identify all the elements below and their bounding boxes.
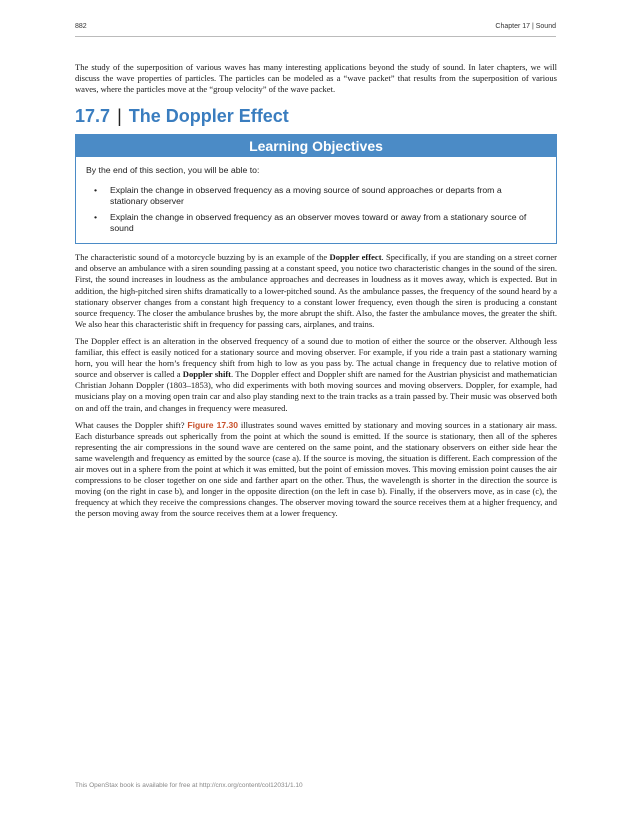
key-term-doppler-effect: Doppler effect bbox=[329, 252, 382, 263]
objective-text: Explain the change in observed frequency as a moving source of sound approaches or departs from a stationary observer bbox=[110, 185, 502, 207]
page-number: 882 bbox=[75, 23, 87, 30]
objective-item bbox=[86, 185, 530, 207]
paragraph-text: The characteristic sound of a motorcycle buzzing by is an example of the bbox=[75, 252, 330, 263]
learning-objectives-heading: Learning Objectives bbox=[76, 135, 556, 157]
learning-objectives-body bbox=[76, 157, 556, 243]
page-footer: This OpenStax book is available for free at http://cnx.org/content/col12031/1.10 bbox=[75, 782, 303, 789]
objective-text: Explain the change in observed frequency as an observer moves toward or away from a stationary source of sound bbox=[110, 212, 527, 234]
key-term-doppler-shift: Doppler shift bbox=[182, 369, 232, 380]
running-header bbox=[75, 23, 556, 37]
header-divider bbox=[75, 36, 556, 37]
section-heading bbox=[75, 104, 557, 128]
section-separator: | bbox=[117, 106, 122, 127]
objective-item bbox=[86, 212, 530, 234]
body-paragraph-cause bbox=[75, 420, 557, 520]
learning-objectives-list bbox=[86, 185, 546, 234]
paragraph-text: The Doppler effect is an alteration in the observed frequency of a sound due to motion of either the source or the observer. Although less familiar, this effect is easily noticed for a stationary source and moving observer. For example, if you ride a train past a stationary warning horn, you will hear the horn’s frequency shift from high to low as you pass by. The actual change in frequency due to relative motion of source and observer is called a bbox=[75, 335, 557, 380]
paragraph-text: illustrates sound waves emitted by stationary and moving sources in a stationary air mass. Each disturbance spreads out spherically from the point at which the sound is emitted. If the source is stationary, then all of the spheres representing the air compressions in the sound wave are centered on the same point, and the stationary observers on either side hear the same wavelength and frequency as emitted by the source (case a). If the source is moving, the situation is different. Each compression of the air moves out in a sphere from the point at which it was emitted, but the point of emission moves. This moving emission point causes the air compressions to be closer together on one side and farther apart on the other. Thus, the wavelength is shorter in the direction the source is moving (on the right in case b), and longer in the opposite direction (on the left in case b). Finally, if the observers move, as in case (c), the frequency at which they receive the compressions changes. The observer moving toward the source receives them at a higher frequency, and the person moving away from the source receives them at a lower frequency. bbox=[75, 419, 557, 519]
paragraph-text: . The Doppler effect and Doppler shift are named for the Austrian physicist and mathematician Christian Johann Doppler (1803–1853), who did experiments with both moving sources and moving observers. Doppler, for example, had musicians play on a moving open train car and also play standing next to the train tracks as a train passed by. Their music was observed both on and off the train, and changes in frequency were measured. bbox=[75, 369, 557, 413]
body-paragraph-definition bbox=[75, 336, 557, 414]
learning-objectives-intro: By the end of this section, you will be able to: bbox=[86, 165, 260, 176]
intro-paragraph: The study of the superposition of various waves has many interesting applications beyond the study of sound. In later chapters, we will discuss the wave properties of particles. The particles can be modeled as a “wave packet” that results from the superposition of various waves, where the particles move at the “group velocity” of the wave packet. bbox=[75, 62, 557, 95]
main-content bbox=[75, 62, 557, 525]
bullet-icon: • bbox=[94, 185, 98, 196]
body-paragraph-motorcycle bbox=[75, 252, 557, 330]
section-title: The Doppler Effect bbox=[128, 106, 289, 127]
learning-objectives-box bbox=[75, 134, 557, 244]
figure-link[interactable]: Figure 17.30 bbox=[187, 419, 238, 430]
bullet-icon: • bbox=[94, 212, 98, 223]
section-number: 17.7 bbox=[75, 106, 111, 127]
paragraph-text: . Specifically, if you are standing on a street corner and observe an ambulance with a siren sounding passing at a constant speed, you notice two characteristic changes in the sound of the siren. First, the sound increases in loudness as the ambulance approaches and decreases in loudness as it moves away, which is expected. But in addition, the high-pitched siren shifts dramatically to a lower-pitched sound. As the ambulance passes, the frequency of the sound heard by a stationary observer changes from a constant high frequency to a constant lower frequency, even though the siren is producing a constant source frequency. The closer the ambulance brushes by, the more abrupt the shift. Also, the faster the ambulance moves, the greater the shift. We also hear this characteristic shift in frequency for passing cars, airplanes, and trains. bbox=[75, 252, 557, 329]
chapter-label: Chapter 17 | Sound bbox=[495, 23, 556, 30]
paragraph-text: What causes the Doppler shift? bbox=[75, 419, 188, 430]
